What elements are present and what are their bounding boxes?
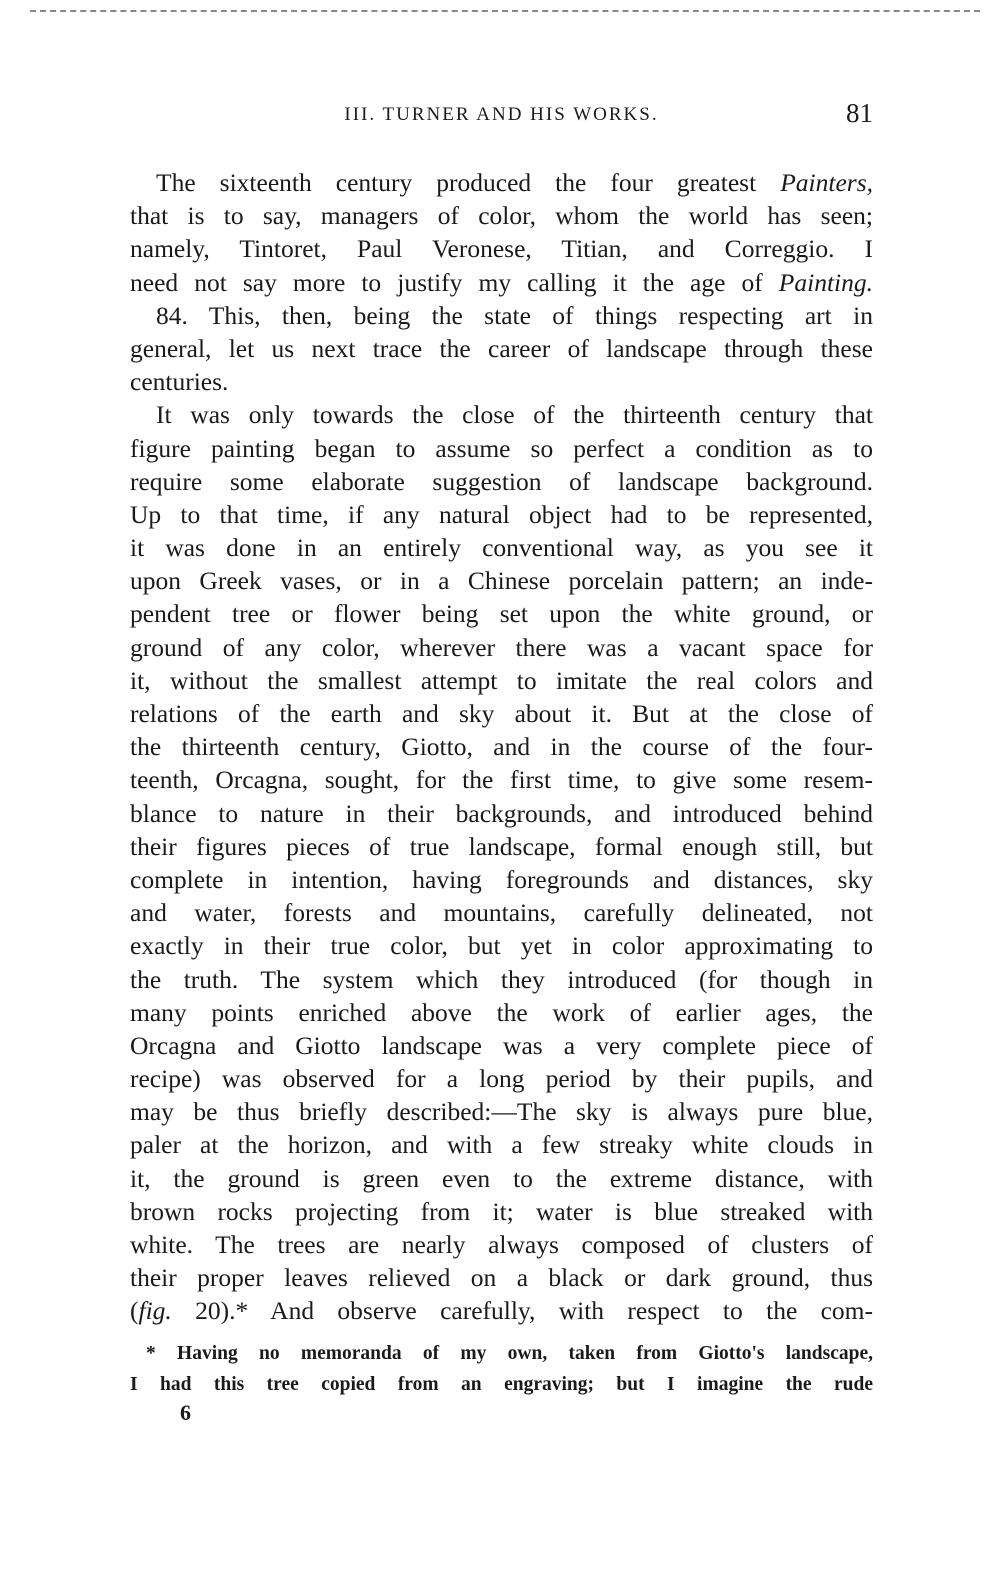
footnote xyxy=(130,1338,873,1400)
text-line xyxy=(130,1162,873,1195)
text-segment: blance to nature in their backgrounds, and introduced behind xyxy=(130,798,873,828)
text-line xyxy=(130,365,873,398)
text-segment: paler at the horizon, and with a few streaky white clouds in xyxy=(130,1130,873,1160)
text-segment: It was only towards the close of the thirteenth century that xyxy=(156,400,873,430)
text-line xyxy=(130,1095,873,1128)
text-segment: namely, Tintoret, Paul Veronese, Titian, and Correggio. I xyxy=(130,234,873,264)
text-line xyxy=(130,863,873,896)
text-line xyxy=(130,332,873,365)
text-segment: it was done in an entirely conventional way, as you see it xyxy=(130,533,873,563)
text-line xyxy=(130,299,873,332)
text-line xyxy=(130,830,873,863)
text-line xyxy=(130,730,873,763)
italic-text: fig. xyxy=(138,1296,172,1326)
text-segment: their proper leaves relieved on a black or dark ground, thus xyxy=(130,1263,873,1293)
text-segment: 84. This, then, being the state of things respecting art in xyxy=(156,300,873,330)
text-segment: pendent tree or flower being set upon the white ground, or xyxy=(130,599,873,629)
text-line xyxy=(130,763,873,796)
text-line xyxy=(130,1029,873,1062)
text-line xyxy=(130,531,873,564)
text-line xyxy=(130,498,873,531)
text-segment: upon Greek vases, or in a Chinese porcelain pattern; an inde- xyxy=(130,566,873,596)
text-segment: Orcagna and Giotto landscape was a very complete piece of xyxy=(130,1030,873,1060)
footnote-line: I had this tree copied from an engraving; but I imagine the rude xyxy=(130,1374,873,1395)
footnote-line: * Having no memoranda of my own, taken from Giotto's landscape, xyxy=(146,1343,873,1364)
text-segment: that is to say, managers of color, whom the world has seen; xyxy=(130,201,873,231)
text-segment: need not say more to justify my calling it the age of xyxy=(130,267,779,297)
text-line xyxy=(130,996,873,1029)
text-line xyxy=(130,432,873,465)
text-segment: centuries. xyxy=(130,367,229,397)
text-line xyxy=(130,232,873,265)
text-segment: ( xyxy=(130,1296,139,1326)
text-line xyxy=(130,697,873,730)
running-title: III. TURNER AND HIS WORKS. xyxy=(344,104,659,125)
text-line xyxy=(130,1294,873,1327)
text-line xyxy=(130,1261,873,1294)
text-segment: the thirteenth century, Giotto, and in the course of the four- xyxy=(130,732,873,762)
text-segment: relations of the earth and sky about it. But at the close of xyxy=(130,699,873,728)
text-segment: ground of any color, wherever there was a vacant space for xyxy=(130,632,873,662)
text-segment: general, let us next trace the career of landscape through these xyxy=(130,333,873,363)
text-line xyxy=(130,564,873,597)
page-number: 81 xyxy=(846,98,873,128)
text-line xyxy=(130,398,873,431)
text-line xyxy=(130,929,873,962)
text-segment: 20).* And observe carefully, with respect to the com- xyxy=(171,1296,873,1326)
text-segment: The sixteenth century produced the four greatest xyxy=(156,168,781,197)
text-line xyxy=(130,1228,873,1261)
text-line xyxy=(130,199,873,232)
italic-text: Painters, xyxy=(780,168,873,197)
text-segment: complete in intention, having foregrounds and distances, sky xyxy=(130,864,873,894)
text-segment: require some elaborate suggestion of landscape background. xyxy=(130,466,873,496)
signature-mark: 6 xyxy=(180,1400,191,1425)
text-segment: may be thus briefly described:—The sky is always pure blue, xyxy=(130,1097,873,1127)
body-text xyxy=(130,166,873,1328)
text-segment: teenth, Orcagna, sought, for the first time, to give some resem- xyxy=(130,765,873,795)
text-segment: and water, forests and mountains, carefully delineated, not xyxy=(130,898,873,928)
page-header xyxy=(130,98,873,130)
text-line xyxy=(130,166,873,199)
text-segment: their figures pieces of true landscape, formal enough still, but xyxy=(130,831,873,861)
text-line xyxy=(130,266,873,299)
text-segment: white. The trees are nearly always composed of clusters of xyxy=(130,1230,873,1259)
text-line xyxy=(130,465,873,498)
text-segment: the truth. The system which they introduced (for though in xyxy=(130,964,873,994)
text-line xyxy=(130,896,873,929)
text-line xyxy=(130,631,873,664)
text-line xyxy=(130,1128,873,1161)
text-line xyxy=(130,963,873,996)
text-segment: figure painting began to assume so perfect a condition as to xyxy=(130,433,873,463)
text-segment: it, without the smallest attempt to imitate the real colors and xyxy=(130,665,873,695)
text-segment: exactly in their true color, but yet in color approximating to xyxy=(130,931,873,961)
text-segment: Up to that time, if any natural object had to be represented, xyxy=(130,499,873,529)
italic-text: Painting. xyxy=(778,267,873,297)
text-segment: brown rocks projecting from it; water is blue streaked with xyxy=(130,1196,873,1226)
text-line xyxy=(130,797,873,830)
scan-edge-line xyxy=(30,10,980,12)
text-line xyxy=(130,1195,873,1228)
text-segment: many points enriched above the work of earlier ages, the xyxy=(130,997,873,1027)
text-line xyxy=(130,664,873,697)
text-segment: recipe) was observed for a long period by their pupils, and xyxy=(130,1064,873,1094)
text-line xyxy=(130,597,873,630)
text-line xyxy=(130,1062,873,1095)
text-segment: it, the ground is green even to the extreme distance, with xyxy=(130,1163,873,1193)
